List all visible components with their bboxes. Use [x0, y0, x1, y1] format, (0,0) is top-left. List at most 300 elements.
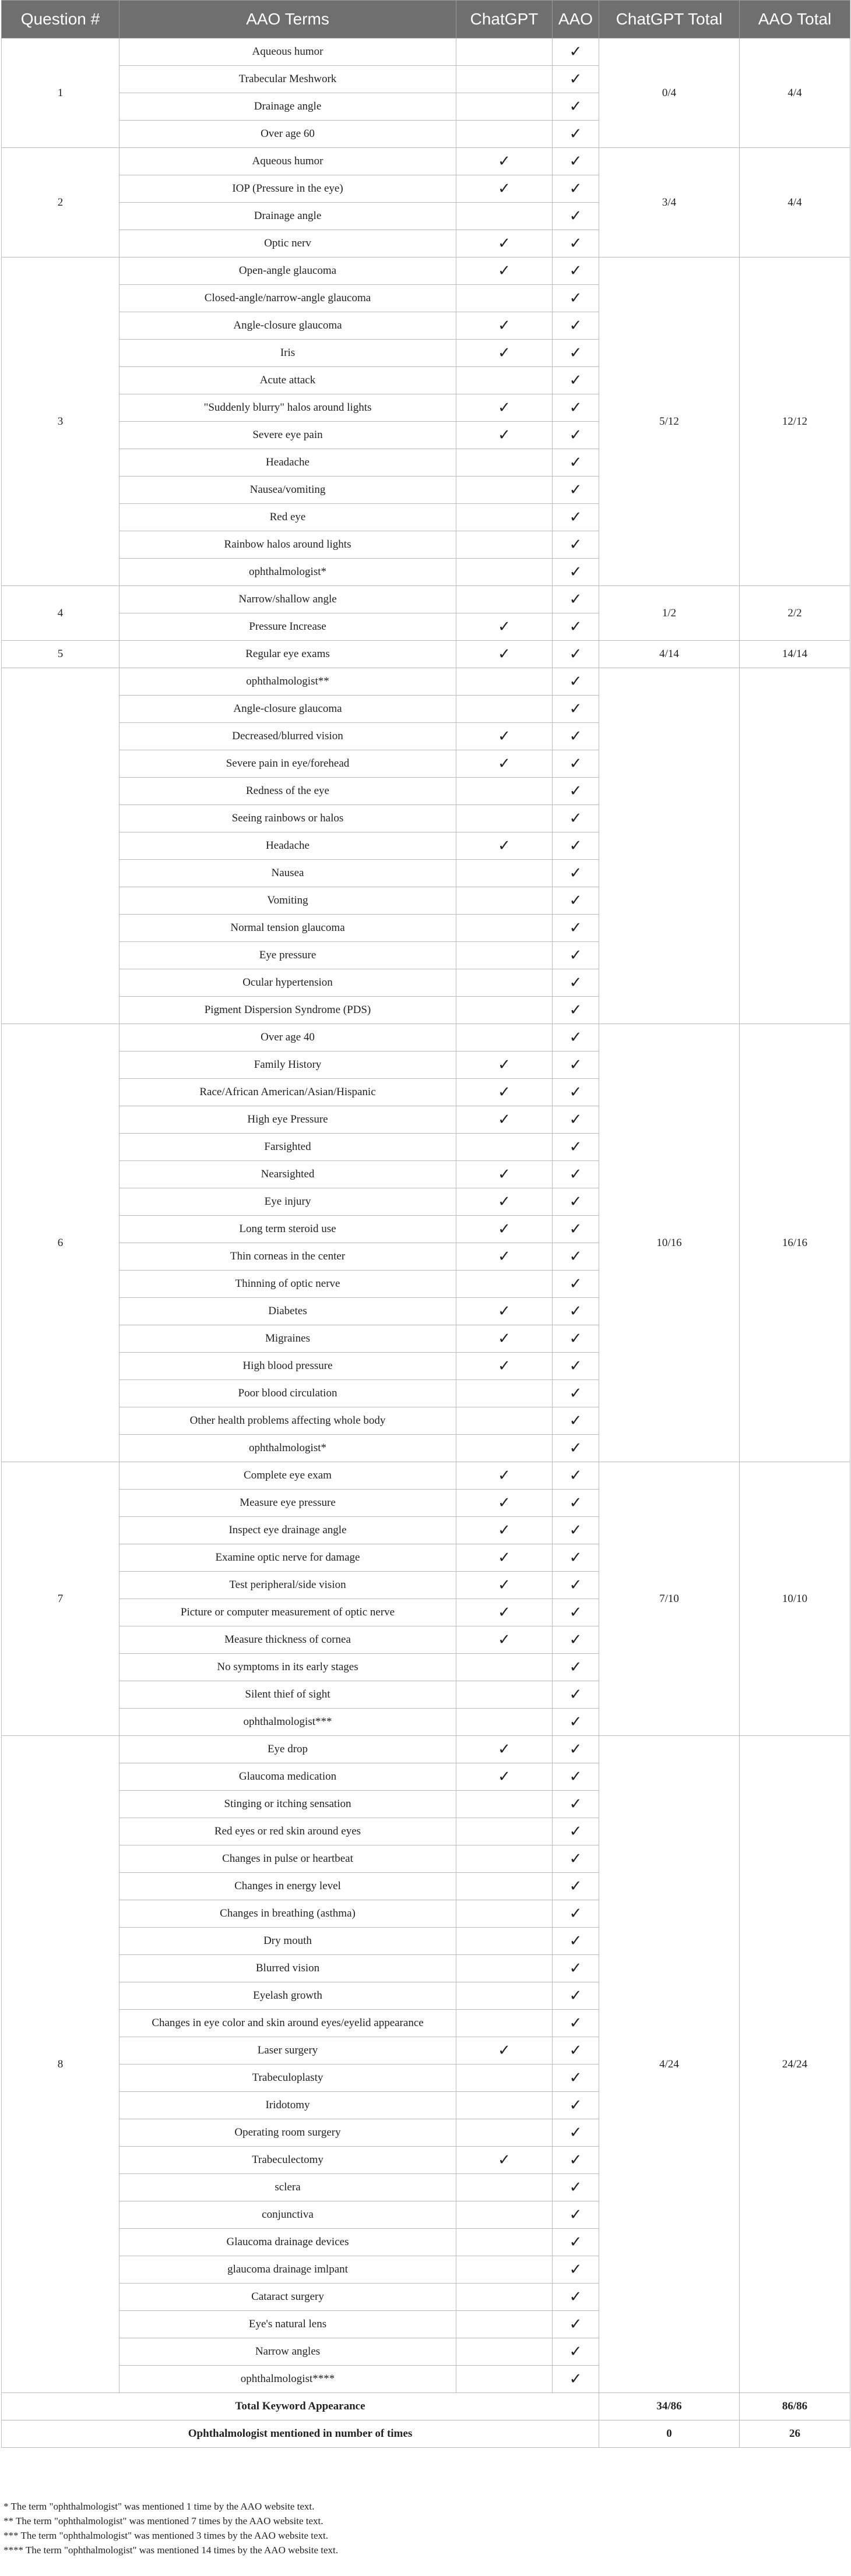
chatgpt-check-cell: ✓ [456, 1325, 553, 1353]
chatgpt-check-cell: ✓ [456, 1161, 553, 1188]
aao-check-cell: ✓ [553, 696, 599, 723]
term-cell: ophthalmologist* [119, 559, 456, 586]
term-cell: Poor blood circulation [119, 1380, 456, 1407]
term-cell: Severe pain in eye/forehead [119, 750, 456, 778]
chatgpt-check-cell [456, 1024, 553, 1051]
term-cell: Thin corneas in the center [119, 1243, 456, 1271]
term-cell: Decreased/blurred vision [119, 723, 456, 750]
term-cell: Pressure Increase [119, 613, 456, 641]
keyword-comparison-table [1, 0, 850, 2448]
term-cell: Acute attack [119, 367, 456, 394]
header-row [2, 1, 850, 38]
chatgpt-check-cell: ✓ [456, 1736, 553, 1763]
chatgpt-check-cell [456, 1845, 553, 1873]
term-cell: Measure eye pressure [119, 1490, 456, 1517]
chatgpt-check-cell [456, 2174, 553, 2201]
chatgpt-total-cell: 10/16 [599, 1024, 740, 1462]
chatgpt-check-cell: ✓ [456, 1517, 553, 1544]
aao-check-cell: ✓ [553, 449, 599, 477]
aao-check-cell: ✓ [553, 832, 599, 860]
aao-check-cell: ✓ [553, 1051, 599, 1079]
term-cell: Diabetes [119, 1298, 456, 1325]
aao-total-cell [740, 668, 850, 1024]
aao-total-cell: 4/4 [740, 148, 850, 257]
aao-check-cell: ✓ [553, 2256, 599, 2284]
table-row [2, 1462, 850, 1490]
footnote: ** The term "ophthalmologist" was mentioned 7 times by the AAO website text. [3, 2515, 323, 2526]
chatgpt-total-cell: 5/12 [599, 257, 740, 586]
chatgpt-check-cell [456, 367, 553, 394]
chatgpt-check-cell: ✓ [456, 1216, 553, 1243]
term-cell: Trabeculectomy [119, 2147, 456, 2174]
chatgpt-check-cell: ✓ [456, 1599, 553, 1626]
aao-check-cell: ✓ [553, 2010, 599, 2037]
chatgpt-check-cell [456, 2284, 553, 2311]
chatgpt-check-cell [456, 1435, 553, 1462]
chatgpt-check-cell: ✓ [456, 1353, 553, 1380]
term-cell: Closed-angle/narrow-angle glaucoma [119, 285, 456, 312]
term-cell: Over age 60 [119, 121, 456, 148]
chatgpt-check-cell [456, 531, 553, 559]
aao-check-cell: ✓ [553, 1380, 599, 1407]
aao-check-cell: ✓ [553, 175, 599, 203]
term-cell: Headache [119, 449, 456, 477]
aao-check-cell: ✓ [553, 230, 599, 257]
aao-check-cell: ✓ [553, 1900, 599, 1928]
aao-check-cell: ✓ [553, 1928, 599, 1955]
aao-check-cell: ✓ [553, 1325, 599, 1353]
term-cell: Trabecular Meshwork [119, 66, 456, 93]
chatgpt-check-cell: ✓ [456, 1106, 553, 1134]
chatgpt-check-cell: ✓ [456, 175, 553, 203]
table-row [2, 641, 850, 668]
aao-total-cell: 4/4 [740, 38, 850, 148]
aao-check-cell: ✓ [553, 778, 599, 805]
aao-check-cell: ✓ [553, 312, 599, 340]
chatgpt-check-cell [456, 2229, 553, 2256]
chatgpt-check-cell [456, 1818, 553, 1845]
term-cell: IOP (Pressure in the eye) [119, 175, 456, 203]
aao-check-cell: ✓ [553, 1572, 599, 1599]
aao-check-cell: ✓ [553, 367, 599, 394]
chatgpt-check-cell: ✓ [456, 1626, 553, 1654]
chatgpt-check-cell [456, 1681, 553, 1709]
term-cell: Angle-closure glaucoma [119, 696, 456, 723]
aao-check-cell: ✓ [553, 613, 599, 641]
chatgpt-total-cell: 0/4 [599, 38, 740, 148]
chatgpt-check-cell [456, 778, 553, 805]
total-chatgpt-cell: 0 [599, 2420, 740, 2448]
aao-check-cell: ✓ [553, 1544, 599, 1572]
question-number-cell: 6 [2, 1024, 119, 1462]
aao-check-cell: ✓ [553, 2284, 599, 2311]
aao-check-cell: ✓ [553, 1791, 599, 1818]
term-cell: ophthalmologist*** [119, 1709, 456, 1736]
term-cell: Severe eye pain [119, 422, 456, 449]
chatgpt-check-cell [456, 559, 553, 586]
aao-total-cell: 10/10 [740, 1462, 850, 1736]
term-cell: glaucoma drainage imlpant [119, 2256, 456, 2284]
question-number-cell: 3 [2, 257, 119, 586]
chatgpt-check-cell [456, 1654, 553, 1681]
aao-check-cell: ✓ [553, 1654, 599, 1681]
aao-total-cell: 24/24 [740, 1736, 850, 2393]
chatgpt-check-cell [456, 203, 553, 230]
term-cell: No symptoms in its early stages [119, 1654, 456, 1681]
total-label-cell: Total Keyword Appearance [2, 2393, 599, 2420]
table-row [2, 668, 850, 696]
term-cell: Headache [119, 832, 456, 860]
total-row [2, 2393, 850, 2420]
aao-check-cell: ✓ [553, 1599, 599, 1626]
term-cell: Changes in eye color and skin around eyes/eyelid appearance [119, 2010, 456, 2037]
term-cell: Vomiting [119, 887, 456, 915]
aao-total-cell: 12/12 [740, 257, 850, 586]
aao-check-cell: ✓ [553, 1955, 599, 1982]
term-cell: Silent thief of sight [119, 1681, 456, 1709]
term-cell: High eye Pressure [119, 1106, 456, 1134]
term-cell: Seeing rainbows or halos [119, 805, 456, 832]
chatgpt-check-cell [456, 586, 553, 613]
chatgpt-check-cell: ✓ [456, 1243, 553, 1271]
chatgpt-check-cell [456, 285, 553, 312]
aao-check-cell: ✓ [553, 1161, 599, 1188]
footnote: * The term "ophthalmologist" was mentioned 1 time by the AAO website text. [3, 2501, 315, 2512]
aao-check-cell: ✓ [553, 285, 599, 312]
term-cell: Rainbow halos around lights [119, 531, 456, 559]
question-number-cell [2, 668, 119, 1024]
chatgpt-check-cell [456, 93, 553, 121]
chatgpt-check-cell [456, 2119, 553, 2147]
chatgpt-check-cell: ✓ [456, 1051, 553, 1079]
table-row [2, 586, 850, 613]
chatgpt-check-cell [456, 1134, 553, 1161]
question-number-cell: 1 [2, 38, 119, 148]
term-cell: Nausea/vomiting [119, 477, 456, 504]
aao-check-cell: ✓ [553, 1873, 599, 1900]
term-cell: Examine optic nerve for damage [119, 1544, 456, 1572]
chatgpt-check-cell [456, 668, 553, 696]
term-cell: Migraines [119, 1325, 456, 1353]
aao-check-cell: ✓ [553, 887, 599, 915]
aao-check-cell: ✓ [553, 1709, 599, 1736]
term-cell: Narrow/shallow angle [119, 586, 456, 613]
term-cell: Nearsighted [119, 1161, 456, 1188]
chatgpt-check-cell: ✓ [456, 1188, 553, 1216]
header-aao: AAO [553, 1, 599, 38]
term-cell: Eye drop [119, 1736, 456, 1763]
aao-check-cell: ✓ [553, 1845, 599, 1873]
chatgpt-total-cell: 7/10 [599, 1462, 740, 1736]
chatgpt-check-cell [456, 2010, 553, 2037]
chatgpt-check-cell [456, 477, 553, 504]
chatgpt-total-cell: 3/4 [599, 148, 740, 257]
chatgpt-check-cell: ✓ [456, 257, 553, 285]
term-cell: Narrow angles [119, 2338, 456, 2366]
aao-check-cell: ✓ [553, 66, 599, 93]
chatgpt-check-cell [456, 997, 553, 1024]
term-cell: Long term steroid use [119, 1216, 456, 1243]
aao-check-cell: ✓ [553, 1626, 599, 1654]
term-cell: Regular eye exams [119, 641, 456, 668]
term-cell: Normal tension glaucoma [119, 915, 456, 942]
term-cell: Ocular hypertension [119, 969, 456, 997]
aao-check-cell: ✓ [553, 1271, 599, 1298]
term-cell: Iris [119, 340, 456, 367]
chatgpt-check-cell: ✓ [456, 613, 553, 641]
term-cell: Picture or computer measurement of optic nerve [119, 1599, 456, 1626]
chatgpt-check-cell [456, 1271, 553, 1298]
chatgpt-check-cell [456, 1709, 553, 1736]
chatgpt-check-cell [456, 2311, 553, 2338]
chatgpt-check-cell [456, 860, 553, 887]
question-number-cell: 8 [2, 1736, 119, 2393]
header-chatgpt-total: ChatGPT Total [599, 1, 740, 38]
term-cell: Optic nerv [119, 230, 456, 257]
aao-check-cell: ✓ [553, 1435, 599, 1462]
chatgpt-check-cell: ✓ [456, 340, 553, 367]
aao-check-cell: ✓ [553, 1216, 599, 1243]
total-label-cell: Ophthalmologist mentioned in number of times [2, 2420, 599, 2448]
term-cell: Inspect eye drainage angle [119, 1517, 456, 1544]
chatgpt-check-cell [456, 2092, 553, 2119]
chatgpt-check-cell [456, 121, 553, 148]
term-cell: Test peripheral/side vision [119, 1572, 456, 1599]
chatgpt-check-cell [456, 1873, 553, 1900]
chatgpt-total-cell [599, 668, 740, 1024]
aao-check-cell: ✓ [553, 723, 599, 750]
aao-total-cell: 14/14 [740, 641, 850, 668]
aao-check-cell: ✓ [553, 121, 599, 148]
aao-check-cell: ✓ [553, 750, 599, 778]
term-cell: ophthalmologist**** [119, 2366, 456, 2393]
aao-check-cell: ✓ [553, 1243, 599, 1271]
term-cell: "Suddenly blurry" halos around lights [119, 394, 456, 422]
aao-check-cell: ✓ [553, 203, 599, 230]
term-cell: Stinging or itching sensation [119, 1791, 456, 1818]
term-cell: Iridotomy [119, 2092, 456, 2119]
question-number-cell: 7 [2, 1462, 119, 1736]
chatgpt-check-cell: ✓ [456, 832, 553, 860]
chatgpt-total-cell: 4/14 [599, 641, 740, 668]
total-aao-cell: 26 [740, 2420, 850, 2448]
question-number-cell: 5 [2, 641, 119, 668]
term-cell: sclera [119, 2174, 456, 2201]
table-row [2, 148, 850, 175]
chatgpt-check-cell [456, 38, 553, 66]
table-row [2, 1024, 850, 1051]
aao-check-cell: ✓ [553, 1407, 599, 1435]
aao-check-cell: ✓ [553, 394, 599, 422]
aao-check-cell: ✓ [553, 559, 599, 586]
aao-check-cell: ✓ [553, 860, 599, 887]
aao-check-cell: ✓ [553, 2338, 599, 2366]
chatgpt-check-cell: ✓ [456, 148, 553, 175]
chatgpt-check-cell [456, 915, 553, 942]
term-cell: Eyelash growth [119, 1982, 456, 2010]
aao-check-cell: ✓ [553, 1736, 599, 1763]
aao-check-cell: ✓ [553, 2119, 599, 2147]
term-cell: Cataract surgery [119, 2284, 456, 2311]
aao-check-cell: ✓ [553, 805, 599, 832]
chatgpt-check-cell [456, 2201, 553, 2229]
chatgpt-check-cell [456, 2338, 553, 2366]
chatgpt-check-cell [456, 805, 553, 832]
aao-check-cell: ✓ [553, 586, 599, 613]
chatgpt-check-cell: ✓ [456, 723, 553, 750]
term-cell: High blood pressure [119, 1353, 456, 1380]
term-cell: conjunctiva [119, 2201, 456, 2229]
aao-check-cell: ✓ [553, 2037, 599, 2065]
chatgpt-check-cell: ✓ [456, 1572, 553, 1599]
chatgpt-check-cell [456, 2065, 553, 2092]
aao-check-cell: ✓ [553, 969, 599, 997]
aao-check-cell: ✓ [553, 1681, 599, 1709]
aao-check-cell: ✓ [553, 1982, 599, 2010]
aao-check-cell: ✓ [553, 340, 599, 367]
term-cell: Over age 40 [119, 1024, 456, 1051]
term-cell: Aqueous humor [119, 148, 456, 175]
term-cell: Other health problems affecting whole body [119, 1407, 456, 1435]
term-cell: Angle-closure glaucoma [119, 312, 456, 340]
footnote: *** The term "ophthalmologist" was mentioned 3 times by the AAO website text. [3, 2530, 329, 2541]
chatgpt-check-cell [456, 1928, 553, 1955]
aao-check-cell: ✓ [553, 2229, 599, 2256]
term-cell: Changes in breathing (asthma) [119, 1900, 456, 1928]
aao-check-cell: ✓ [553, 1079, 599, 1106]
aao-total-cell: 16/16 [740, 1024, 850, 1462]
aao-check-cell: ✓ [553, 2147, 599, 2174]
term-cell: Red eye [119, 504, 456, 531]
header-chatgpt: ChatGPT [456, 1, 553, 38]
chatgpt-check-cell: ✓ [456, 394, 553, 422]
question-number-cell: 2 [2, 148, 119, 257]
chatgpt-check-cell [456, 1900, 553, 1928]
total-row [2, 2420, 850, 2448]
aao-check-cell: ✓ [553, 38, 599, 66]
aao-check-cell: ✓ [553, 2366, 599, 2393]
aao-check-cell: ✓ [553, 1763, 599, 1791]
term-cell: Trabeculoplasty [119, 2065, 456, 2092]
aao-check-cell: ✓ [553, 915, 599, 942]
term-cell: Changes in pulse or heartbeat [119, 1845, 456, 1873]
header-question-number: Question # [2, 1, 119, 38]
total-aao-cell: 86/86 [740, 2393, 850, 2420]
header-aao-terms: AAO Terms [119, 1, 456, 38]
aao-check-cell: ✓ [553, 1353, 599, 1380]
aao-check-cell: ✓ [553, 997, 599, 1024]
aao-check-cell: ✓ [553, 2065, 599, 2092]
chatgpt-check-cell: ✓ [456, 422, 553, 449]
aao-check-cell: ✓ [553, 1298, 599, 1325]
chatgpt-check-cell: ✓ [456, 2147, 553, 2174]
aao-check-cell: ✓ [553, 2092, 599, 2119]
question-number-cell: 4 [2, 586, 119, 641]
term-cell: Measure thickness of cornea [119, 1626, 456, 1654]
term-cell: Blurred vision [119, 1955, 456, 1982]
term-cell: ophthalmologist* [119, 1435, 456, 1462]
aao-check-cell: ✓ [553, 93, 599, 121]
term-cell: Complete eye exam [119, 1462, 456, 1490]
term-cell: Family History [119, 1051, 456, 1079]
aao-check-cell: ✓ [553, 1818, 599, 1845]
chatgpt-check-cell [456, 1982, 553, 2010]
aao-check-cell: ✓ [553, 1106, 599, 1134]
footnote: **** The term "ophthalmologist" was mentioned 14 times by the AAO website text. [3, 2545, 339, 2556]
chatgpt-check-cell [456, 2366, 553, 2393]
aao-check-cell: ✓ [553, 504, 599, 531]
chatgpt-check-cell [456, 1380, 553, 1407]
term-cell: Red eyes or red skin around eyes [119, 1818, 456, 1845]
aao-total-cell: 2/2 [740, 586, 850, 641]
table-body [2, 38, 850, 2448]
term-cell: Glaucoma medication [119, 1763, 456, 1791]
chatgpt-check-cell [456, 449, 553, 477]
chatgpt-check-cell [456, 1955, 553, 1982]
aao-check-cell: ✓ [553, 1517, 599, 1544]
aao-check-cell: ✓ [553, 148, 599, 175]
term-cell: Thinning of optic nerve [119, 1271, 456, 1298]
term-cell: Eye's natural lens [119, 2311, 456, 2338]
total-chatgpt-cell: 34/86 [599, 2393, 740, 2420]
chatgpt-check-cell: ✓ [456, 1462, 553, 1490]
aao-check-cell: ✓ [553, 1462, 599, 1490]
chatgpt-check-cell [456, 504, 553, 531]
chatgpt-check-cell: ✓ [456, 1490, 553, 1517]
term-cell: Laser surgery [119, 2037, 456, 2065]
aao-check-cell: ✓ [553, 531, 599, 559]
chatgpt-check-cell: ✓ [456, 1298, 553, 1325]
chatgpt-check-cell: ✓ [456, 1544, 553, 1572]
chatgpt-check-cell [456, 1791, 553, 1818]
table-row [2, 257, 850, 285]
chatgpt-check-cell [456, 66, 553, 93]
table-row [2, 1736, 850, 1763]
term-cell: Race/African American/Asian/Hispanic [119, 1079, 456, 1106]
term-cell: Drainage angle [119, 203, 456, 230]
term-cell: Drainage angle [119, 93, 456, 121]
footnotes [3, 2499, 849, 2557]
term-cell: Changes in energy level [119, 1873, 456, 1900]
aao-check-cell: ✓ [553, 942, 599, 969]
chatgpt-check-cell: ✓ [456, 230, 553, 257]
aao-check-cell: ✓ [553, 1024, 599, 1051]
aao-check-cell: ✓ [553, 257, 599, 285]
chatgpt-total-cell: 4/24 [599, 1736, 740, 2393]
aao-check-cell: ✓ [553, 641, 599, 668]
term-cell: Glaucoma drainage devices [119, 2229, 456, 2256]
term-cell: Open-angle glaucoma [119, 257, 456, 285]
aao-check-cell: ✓ [553, 422, 599, 449]
chatgpt-check-cell [456, 942, 553, 969]
term-cell: Redness of the eye [119, 778, 456, 805]
aao-check-cell: ✓ [553, 2174, 599, 2201]
aao-check-cell: ✓ [553, 2201, 599, 2229]
chatgpt-total-cell: 1/2 [599, 586, 740, 641]
chatgpt-check-cell [456, 969, 553, 997]
term-cell: Farsighted [119, 1134, 456, 1161]
aao-check-cell: ✓ [553, 1134, 599, 1161]
chatgpt-check-cell: ✓ [456, 1763, 553, 1791]
term-cell: Pigment Dispersion Syndrome (PDS) [119, 997, 456, 1024]
aao-check-cell: ✓ [553, 1188, 599, 1216]
chatgpt-check-cell: ✓ [456, 1079, 553, 1106]
chatgpt-check-cell: ✓ [456, 641, 553, 668]
term-cell: Dry mouth [119, 1928, 456, 1955]
term-cell: Operating room surgery [119, 2119, 456, 2147]
aao-check-cell: ✓ [553, 477, 599, 504]
term-cell: Eye injury [119, 1188, 456, 1216]
